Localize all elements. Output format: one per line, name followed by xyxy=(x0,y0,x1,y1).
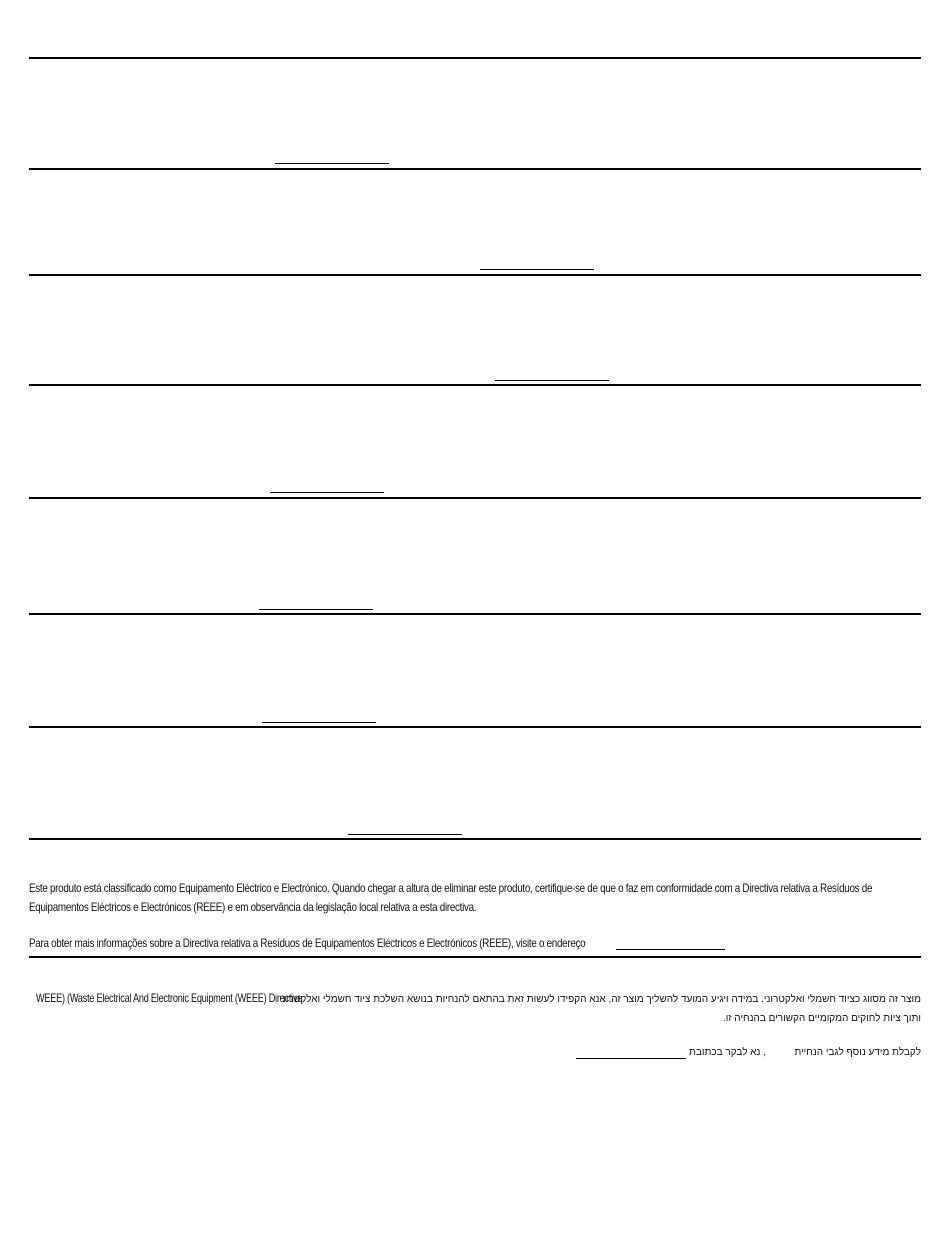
weee-notice-portuguese: Este produto está classificado como Equipamento Eléctrico e Electrónico. Quando chegar a altura de eliminar este produto, certifique-se de que o faz em conformidade com a Directiva relativa a Resíduos de Equipamentos Eléctricos e Electrónicos (REEE) e em observância da legislação local relativa a esta directiva. xyxy=(29,881,873,914)
weee-notice-hebrew-line1: מוצר זה מסווג כציוד חשמלי ואלקטרוני. במידה ויגיע המועד להשליך מוצר זה, אנא הקפידו לעשות זאת בהתאם להנחיות בנושא השלכת ציוד חשמלי ואלקטרוני xyxy=(279,994,921,1005)
section-divider xyxy=(29,274,921,276)
address-blank xyxy=(262,722,376,723)
weee-directive-english: WEEE) (Waste Electrical And Electronic Equipment (WEEE) Directive xyxy=(36,991,303,1005)
address-blank xyxy=(495,380,609,381)
weee-info-hebrew-visit: , נא לבקר בכתובת xyxy=(688,1047,766,1058)
section-divider xyxy=(29,726,921,728)
weee-info-hebrew: לקבלת מידע נוסף לגבי הנחיית xyxy=(794,1047,921,1058)
address-blank xyxy=(348,834,462,835)
section-divider xyxy=(29,838,921,840)
section-divider xyxy=(29,956,921,958)
address-blank xyxy=(270,492,384,493)
section-divider xyxy=(29,497,921,499)
address-blank xyxy=(576,1058,686,1059)
address-blank xyxy=(616,949,725,950)
address-blank xyxy=(480,269,594,270)
section-divider xyxy=(29,384,921,386)
weee-info-portuguese: Para obter mais informações sobre a Directiva relativa a Resíduos de Equipamentos Eléctricos e Electrónicos (REEE), visite o endereço xyxy=(29,936,586,950)
address-blank xyxy=(259,609,373,610)
section-divider xyxy=(29,57,921,59)
weee-notice-hebrew-line2: ותוך ציות לחוקים המקומיים הקשורים בהנחיה זו. xyxy=(722,1013,921,1024)
section-divider xyxy=(29,168,921,170)
section-divider xyxy=(29,613,921,615)
address-blank xyxy=(275,163,389,164)
